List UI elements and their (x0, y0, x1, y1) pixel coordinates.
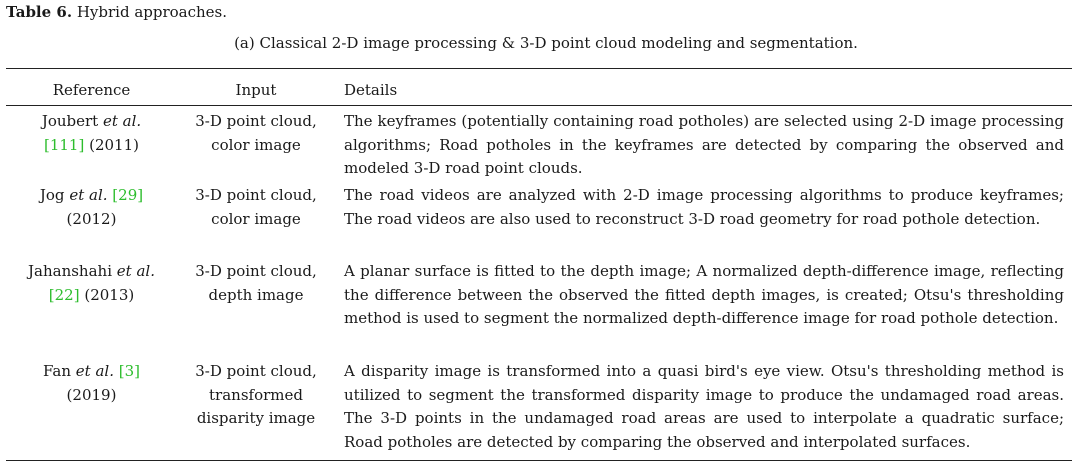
input-line: color image (211, 209, 301, 228)
author-name: Jahanshahi (28, 262, 112, 280)
input-cell (186, 110, 326, 157)
author-name: Jog (39, 186, 65, 204)
bottom-rule (6, 460, 1072, 461)
et-al: et al. (116, 262, 155, 280)
input-cell (186, 360, 326, 431)
details-cell: The road videos are analyzed with 2-D image processing algorithms to produce keyframes; The road videos are also used to reconstruct 3-D road geometry for road pothole detection. (344, 186, 1064, 228)
table-subcaption: (a) Classical 2-D image processing & 3-D point cloud modeling and segmentation. (234, 34, 858, 52)
citation-link[interactable]: [111] (43, 135, 85, 154)
input-line: 3-D point cloud, (195, 362, 317, 380)
citation-link[interactable]: [3] (118, 362, 140, 380)
input-line: 3-D point cloud, (195, 262, 317, 280)
year: (2019) (66, 385, 117, 404)
year: (2012) (66, 209, 117, 228)
input-cell (186, 184, 326, 231)
year: (2013) (84, 285, 135, 304)
table-title: Hybrid approaches. (72, 3, 228, 21)
input-line: color image (211, 135, 301, 154)
header-details: Details (344, 81, 398, 99)
et-al: et al. (75, 362, 114, 380)
details-cell: A disparity image is transformed into a quasi bird's eye view. Otsu's thresholding method is utilized to segment the transformed disparity image to produce the undamaged road areas. The 3-D points in the undamaged road areas are used to interpolate a quadratic surface; Road potholes are detected by comparing the observed and interpolated surfaces. (344, 362, 1064, 451)
header-rule (6, 105, 1072, 106)
header-reference: Reference (52, 81, 131, 99)
input-line: 3-D point cloud, (195, 112, 317, 130)
input-line: transformed (209, 385, 303, 404)
citation-link[interactable]: [22] (48, 285, 80, 304)
top-rule (6, 68, 1072, 69)
table-label: Table 6. (6, 3, 73, 21)
author-name: Joubert (41, 112, 99, 130)
et-al: et al. (69, 186, 108, 204)
table-caption (6, 2, 227, 22)
details-cell: The keyframes (potentially containing road potholes) are selected using 2-D image processing algorithms; Road potholes in the keyframes are detected by comparing the observed and modeled 3-D road point clouds. (344, 112, 1064, 177)
details-cell: A planar surface is fitted to the depth image; A normalized depth-difference image, reflecting the difference between the observed the fitted depth images, is created; Otsu's thresholding method is used to segment the normalized depth-difference image for road pothole detection. (344, 262, 1064, 327)
year: (2011) (89, 135, 139, 154)
citation-link[interactable]: [29] (112, 186, 144, 204)
input-line: 3-D point cloud, (195, 186, 317, 204)
reference-cell (0, 110, 183, 157)
reference-cell (0, 360, 183, 407)
author-name: Fan (43, 362, 71, 380)
header-input: Input (235, 81, 277, 99)
input-cell (186, 260, 326, 307)
et-al: et al. (102, 112, 142, 130)
input-line: disparity image (196, 409, 316, 427)
input-line: depth image (208, 285, 304, 304)
reference-cell (0, 260, 183, 307)
reference-cell (0, 184, 183, 231)
